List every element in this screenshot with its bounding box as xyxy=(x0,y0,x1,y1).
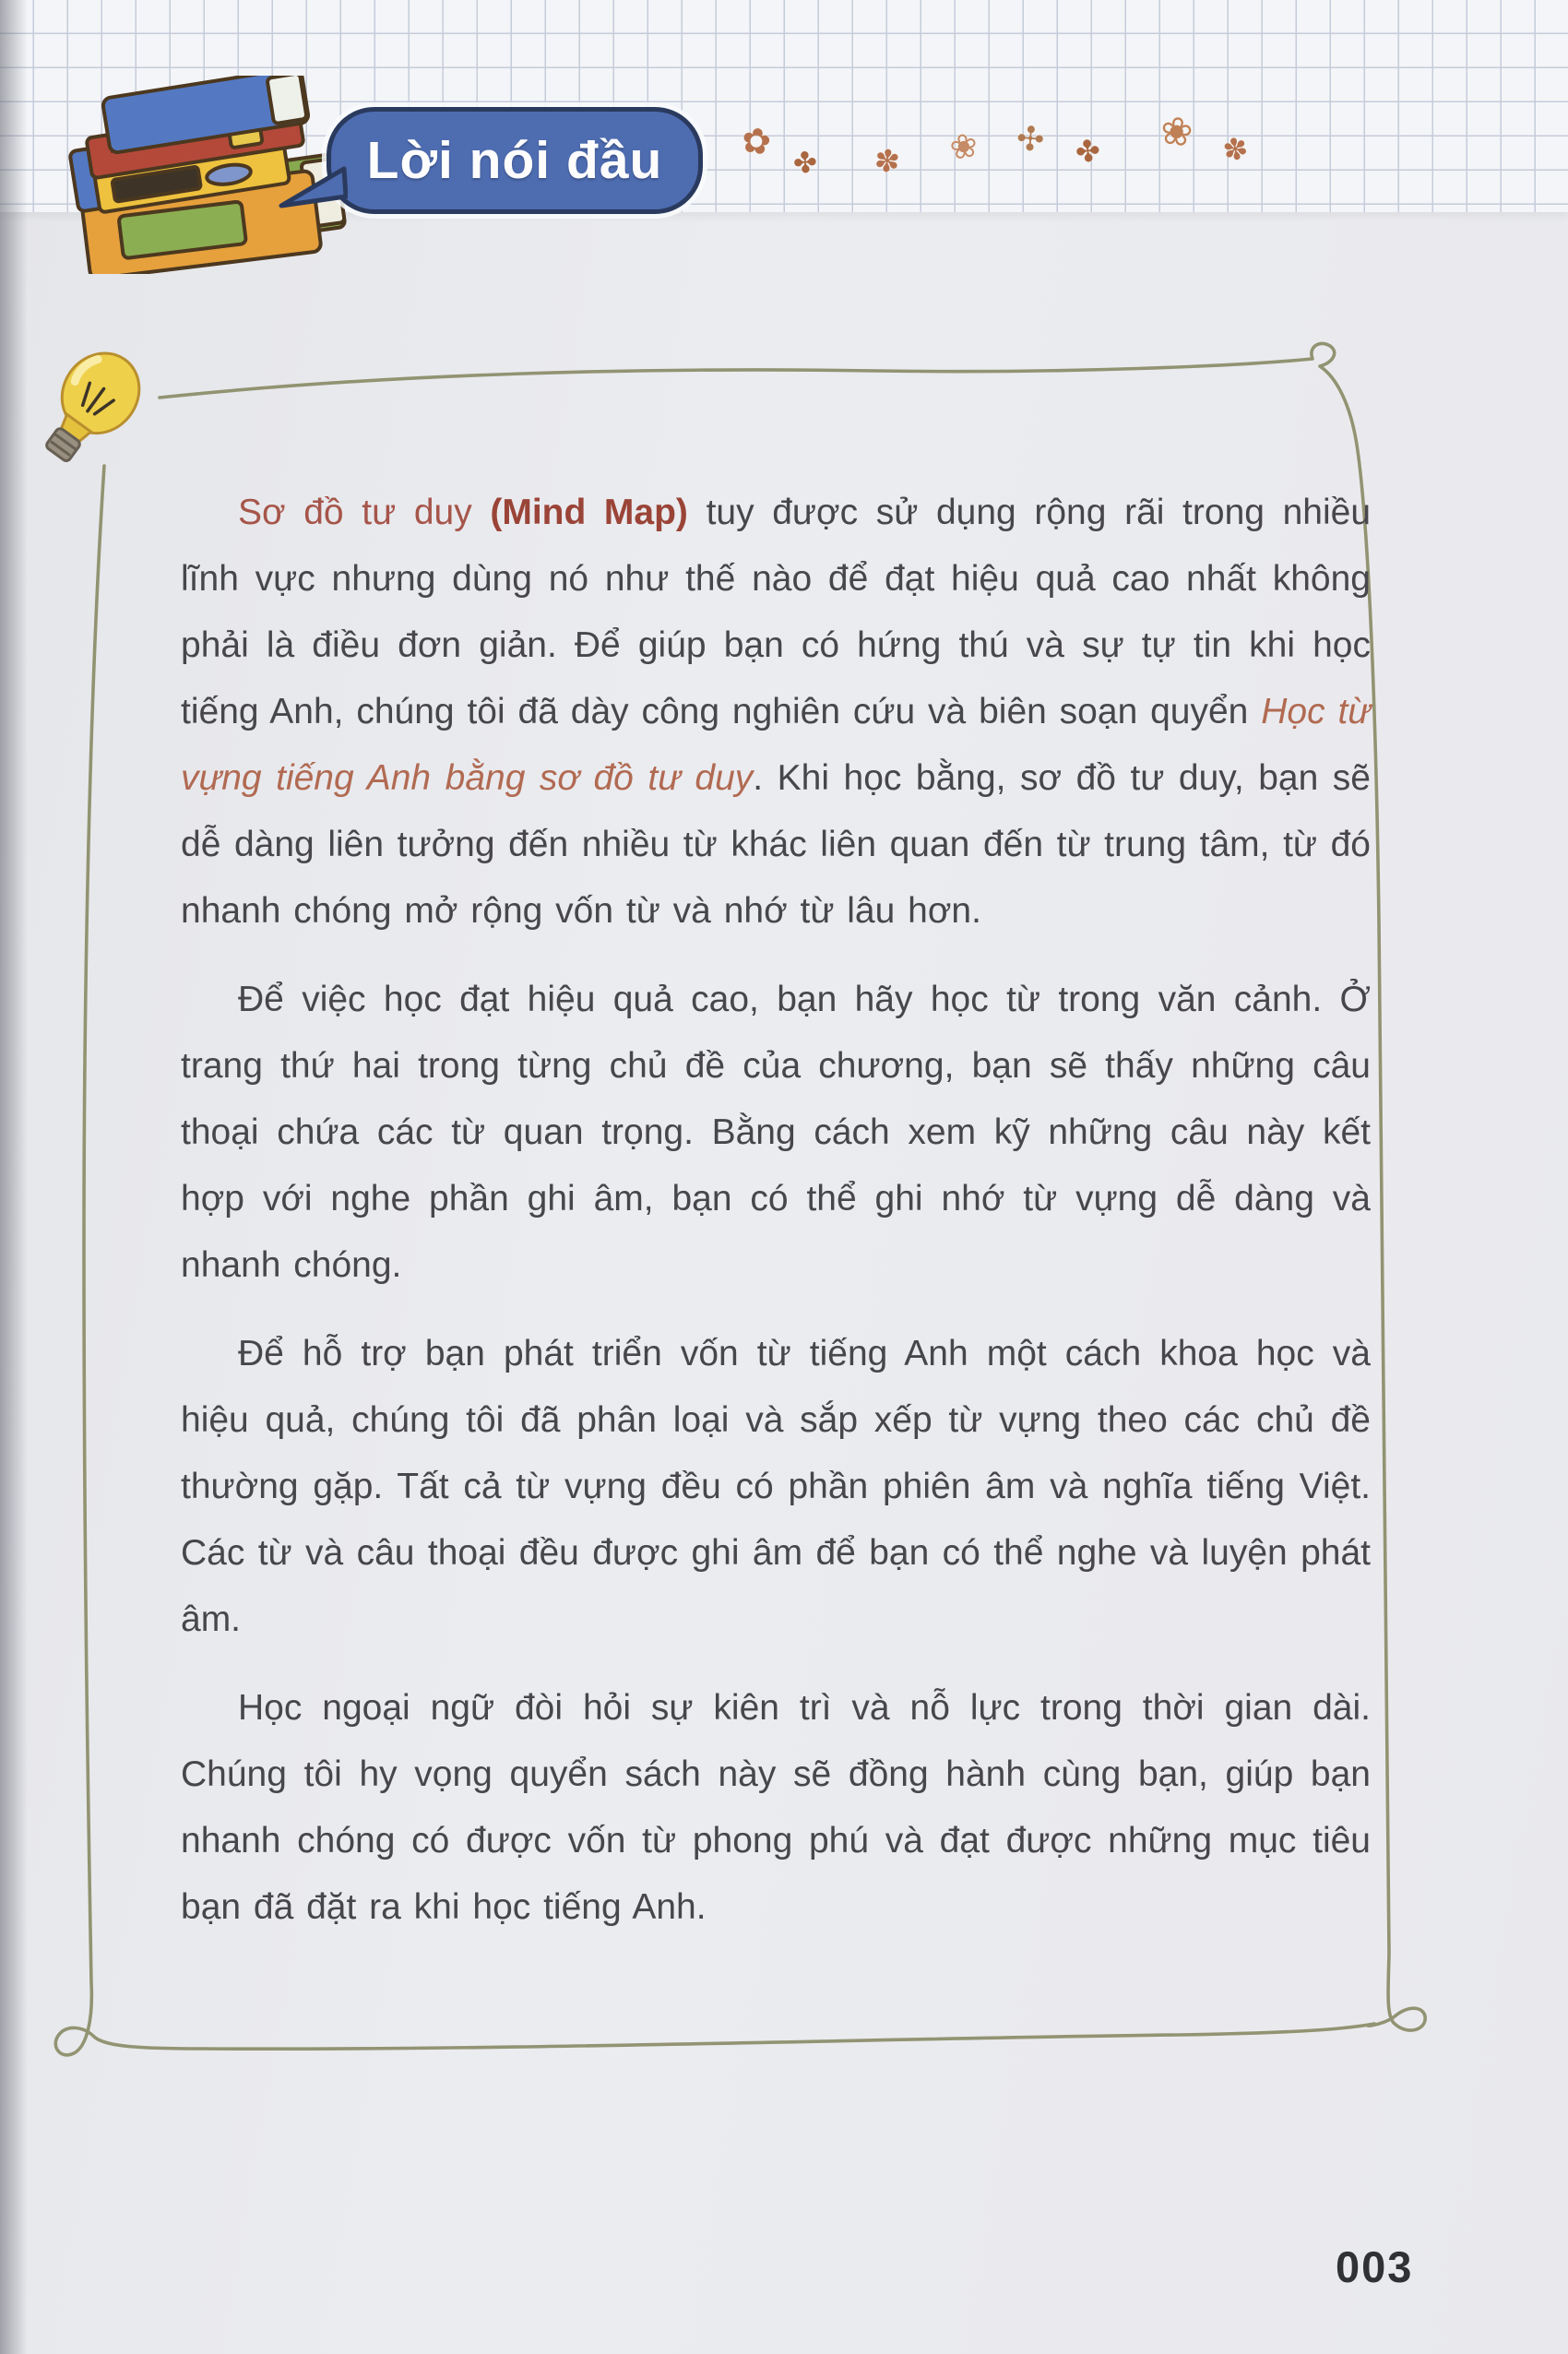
badge-tail xyxy=(278,165,348,213)
paragraph-2: Để việc học đạt hiệu quả cao, bạn hãy học từ trong văn cảnh. Ở trang thứ hai trong từng chủ đề của chương, bạn sẽ thấy những câu thoại chứa các từ quan trọng. Bằng cách xem kỹ những câu này kết hợp với nghe phần ghi âm, bạn có thể ghi nhớ từ vựng dễ dàng và nhanh chóng. xyxy=(181,980,1371,1285)
preface-text xyxy=(181,480,1371,1963)
paragraph-1-text-a: tuy được sử dụng rộng rãi trong nhiều lĩnh vực nhưng dùng nó như thế nào để đạt hiệu quả cao nhất không phải là điều đơn giản. Để giúp bạn có hứng thú và sự tự tin khi học tiếng Anh, chúng tôi đã dày công nghiên cứu và biên soạn quyển xyxy=(181,493,1372,731)
paragraph-4: Học ngoại ngữ đòi hỏi sự kiên trì và nỗ lực trong thời gian dài. Chúng tôi hy vọng quyển sách này sẽ đồng hành cùng bạn, giúp bạn nhanh chóng có được vốn từ phong phú và đạt được những mục tiêu bạn đã đặt ra khi học tiếng Anh. xyxy=(181,1688,1371,1927)
mindmap-heading-bold: (Mind Map) xyxy=(490,493,688,532)
flower-icon: ❀ xyxy=(946,125,981,169)
paragraph-1 xyxy=(181,480,1371,945)
page-title: Lời nói đầu xyxy=(366,131,663,190)
book-title-phrase: Học từ vựng tiếng Anh bằng sơ đồ tư duy xyxy=(181,692,1371,798)
mindmap-heading: Sơ đồ tư duy xyxy=(238,493,491,532)
light-bulb-icon xyxy=(26,338,154,476)
title-badge xyxy=(327,107,703,214)
paragraph-3: Để hỗ trợ bạn phát triển vốn từ tiếng Anh một cách khoa học và hiệu quả, chúng tôi đã phân loại và sắp xếp từ vựng theo các chủ đề thường gặp. Tất cả từ vựng đều có phần phiên âm và nghĩa tiếng Việt. Các từ và câu thoại đều được ghi âm để bạn có thể nghe và luyện phát âm. xyxy=(181,1334,1371,1639)
flower-icon: ✽ xyxy=(873,141,902,181)
flower-icon: ❀ xyxy=(1157,106,1196,157)
paragraph-1-text-b: . Khi học bằng, sơ đồ tư duy, bạn sẽ dễ dàng liên tưởng đến nhiều từ khác liên quan đến từ trung tâm, từ đó nhanh chóng mở rộng vốn từ và nhớ từ lâu hơn. xyxy=(181,758,1371,931)
page-number: 003 xyxy=(1336,2242,1414,2291)
flower-icon: ✤ xyxy=(791,146,819,181)
flower-icon: ✤ xyxy=(1074,132,1102,171)
flower-icon: ✽ xyxy=(1219,129,1252,170)
flower-icon: ✣ xyxy=(1015,119,1046,160)
flower-icon: ✿ xyxy=(738,118,775,164)
